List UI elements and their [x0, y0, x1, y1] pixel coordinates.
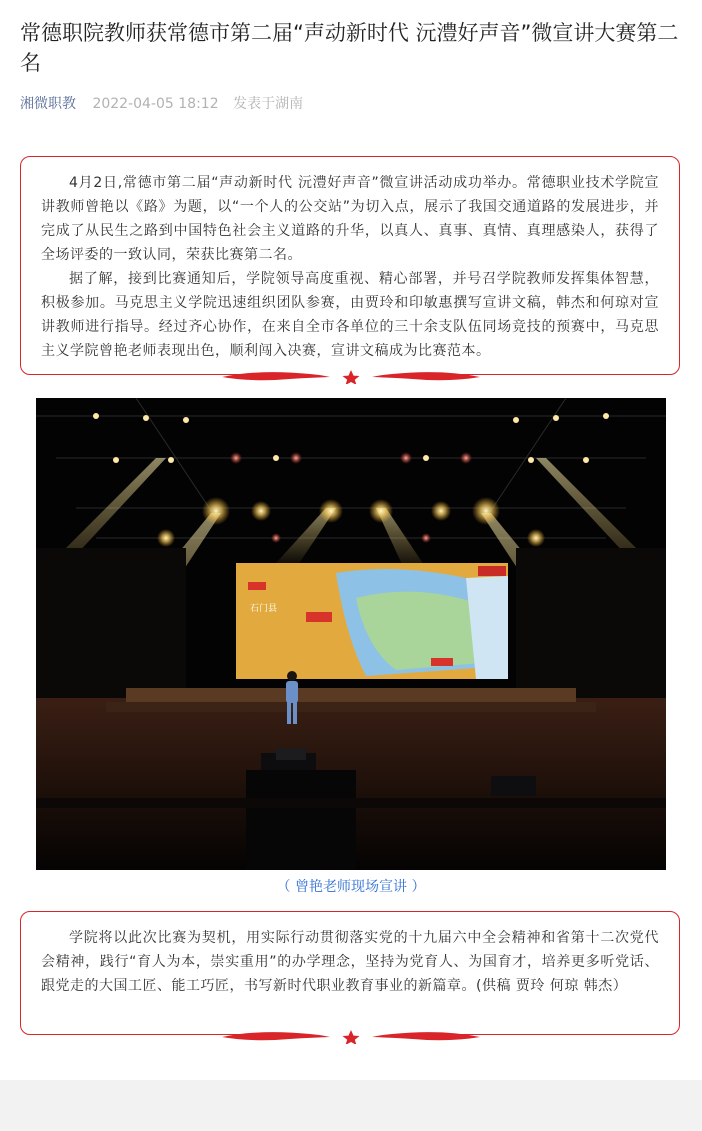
closing-text-box	[20, 911, 680, 1035]
account-name-link[interactable]: 湘微职教	[20, 96, 76, 112]
footer-bar	[0, 1080, 702, 1131]
publish-date: 2022-04-05 18:12	[92, 96, 219, 112]
article-meta	[20, 94, 303, 114]
paragraph: 据了解，接到比赛通知后，学院领导高度重视、精心部署，并号召学院教师发挥集体智慧，积极参加。马克思主义学院迅速组织团队参赛，由贾玲和印敏惠撰写宣讲文稿，韩杰和何琼对宣讲教师进行指导。经过齐心协作，在来自全市各单位的三十余支队伍同场竞技的预赛中，马克思主义学院曾艳老师表现出色，顺利闯入决赛，宣讲文稿成为比赛范本。	[41, 271, 659, 359]
paragraph: 4月2日,常德市第二届“声动新时代 沅澧好声音”微宣讲活动成功举办。常德职业技术学院宣讲教师曾艳以《路》为题，以“一个人的公交站”为切入点，展示了我国交通道路的发展进步，并完成了从民生之路到中国特色社会主义道路的升华，以真人、真事、真情、真理感染人，获得了全场评委的一致认同，荣获比赛第二名。	[41, 175, 659, 263]
publish-location: 发表于湖南	[233, 96, 304, 112]
stage-photo-image	[36, 398, 666, 870]
red-divider-ornament	[0, 1028, 702, 1044]
screen-map-label: 石门县	[250, 604, 278, 614]
event-photo[interactable]	[36, 398, 666, 870]
photo-caption: （ 曾艳老师现场宣讲 ）	[276, 879, 426, 895]
red-divider-ornament	[0, 368, 702, 384]
intro-text-box	[20, 156, 680, 375]
paragraph: 学院将以此次比赛为契机，用实际行动贯彻落实党的十九届六中全会精神和省第十二次党代会精神，践行“育人为本，崇实重用”的办学理念，坚持为党育人、为国育才，培养更多听党话、跟党走的大国工匠、能工巧匠，书写新时代职业教育事业的新篇章。(供稿 贾玲 何琼 韩杰）	[41, 930, 659, 994]
article-title: 常德职院教师获常德市第二届“声动新时代 沅澧好声音”微宣讲大赛第二名	[20, 21, 679, 75]
